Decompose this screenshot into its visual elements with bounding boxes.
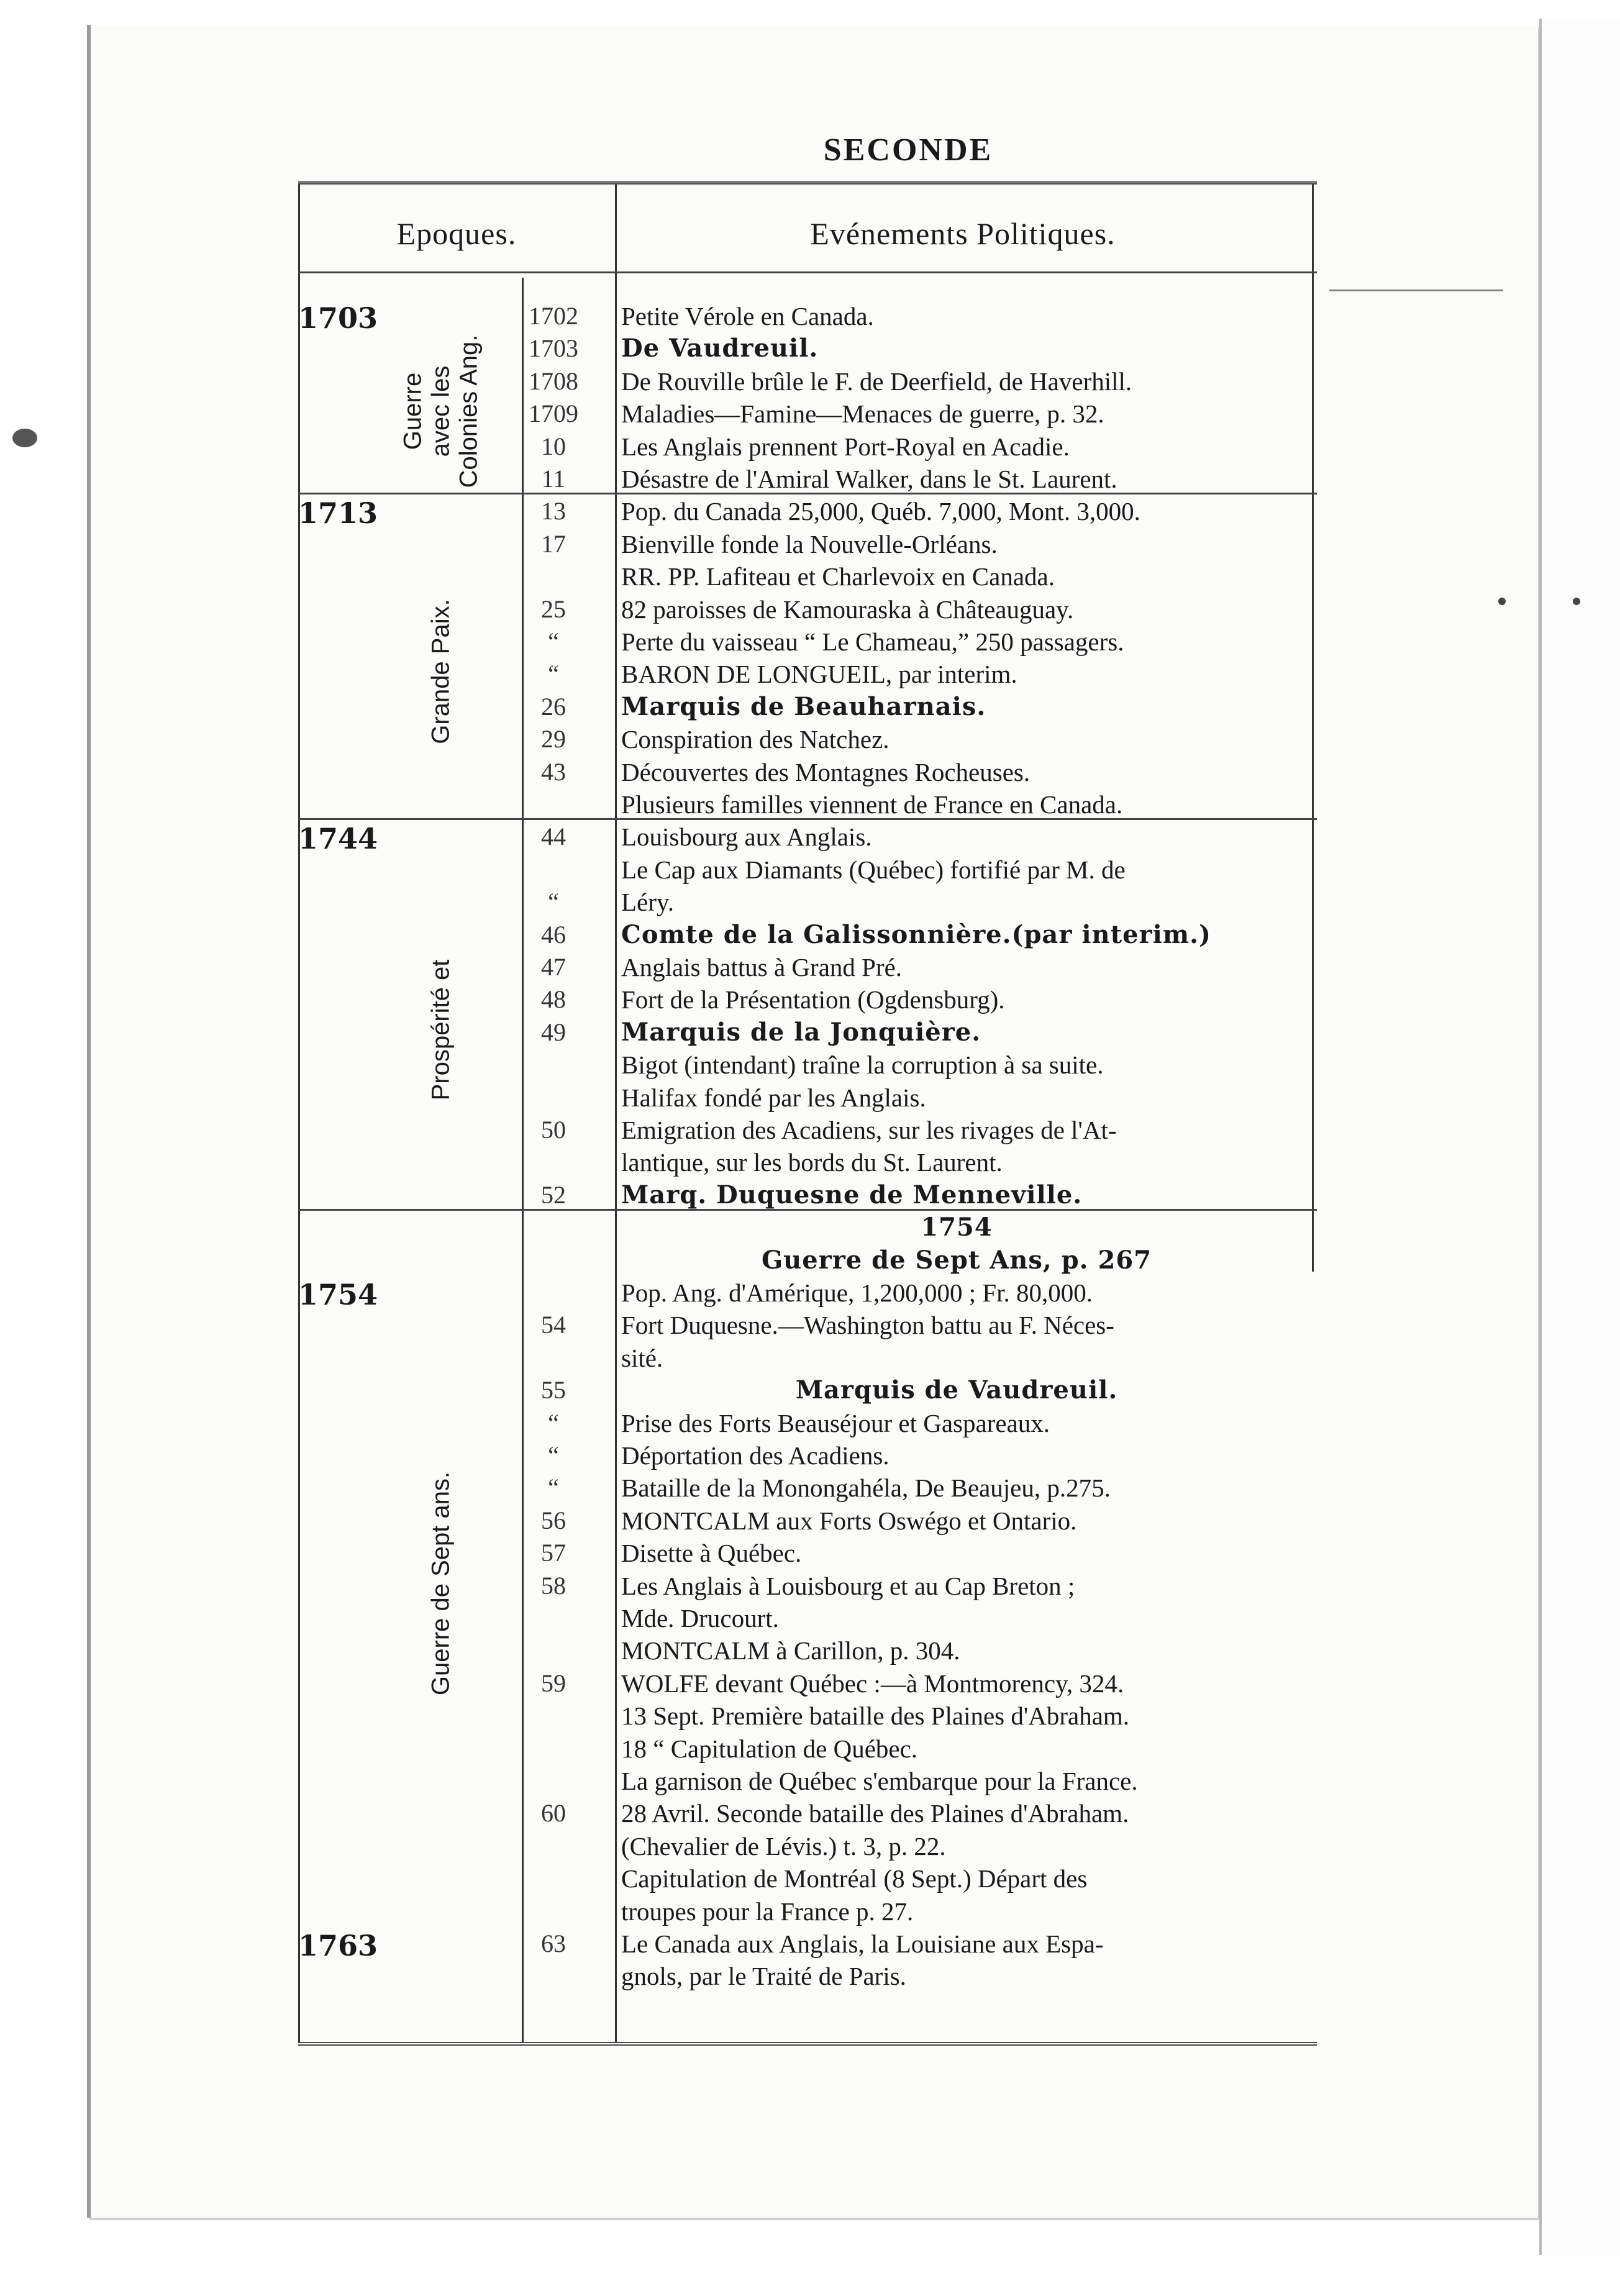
event-text: Comte de la Galissonnière.(par interim.) (621, 919, 1211, 949)
event-text: Maladies—Famine—Menaces de guerre, p. 32. (621, 399, 1104, 429)
year-number: 1702 (529, 302, 578, 330)
event-text: 82 paroisses de Kamouraska à Châteauguay. (621, 594, 1074, 624)
year-number: 44 (541, 822, 566, 851)
event-text: Marquis de Beauharnais. (621, 691, 986, 721)
year-number: 1708 (529, 367, 578, 395)
epoch-period-label (427, 1471, 455, 1695)
event-text: MONTCALM aux Forts Oswégo et Ontario. (621, 1506, 1077, 1535)
year-number: 13 (541, 497, 566, 526)
epoch-year: 1744 (298, 822, 378, 856)
event-text: Pop. du Canada 25,000, Québ. 7,000, Mont. 3,000. (621, 497, 1140, 526)
year-number: 10 (541, 432, 566, 460)
event-text: Déportation des Acadiens. (621, 1441, 890, 1470)
year-number: 49 (541, 1018, 566, 1046)
event-text: (Chevalier de Lévis.) t. 3, p. 22. (621, 1831, 946, 1861)
year-number: 50 (541, 1116, 566, 1144)
event-text: Marq. Duquesne de Menneville. (621, 1180, 1083, 1210)
epoch-period-label (427, 599, 455, 744)
event-text: troupes pour la France p. 27. (621, 1897, 914, 1926)
section-rule (298, 493, 1317, 494)
year-number: “ (548, 660, 559, 688)
event-text: Fort de la Présentation (Ogdensburg). (621, 985, 1005, 1014)
year-number: 57 (541, 1539, 566, 1567)
year-number: 63 (541, 1929, 566, 1957)
table-row (298, 1701, 1317, 1731)
ink-smudge (12, 429, 37, 447)
year-number: 1709 (529, 399, 578, 428)
event-text: RR. PP. Lafiteau et Charlevoix en Canada. (621, 562, 1055, 591)
epoch-year: 1713 (298, 496, 378, 531)
event-text: Emigration des Acadiens, sur les rivages de l'At- (621, 1116, 1117, 1144)
year-number: “ (548, 1474, 559, 1502)
year-number: “ (548, 888, 559, 916)
event-text: Pop. Ang. d'Amérique, 1,200,000 ; Fr. 80,000. (621, 1278, 1093, 1307)
event-text: 28 Avril. Seconde bataille des Plaines d'Abraham. (621, 1799, 1129, 1828)
year-number: “ (548, 1408, 559, 1437)
table-row (298, 1278, 1317, 1308)
table-row (298, 757, 1317, 787)
right-page-dot (1498, 598, 1506, 605)
event-text: Petite Vérole en Canada. (621, 302, 874, 330)
year-number: 26 (541, 692, 566, 721)
header-evenements: Evénements Politiques. (810, 216, 1116, 251)
table-row (298, 1929, 1317, 1959)
period-line: Guerre (399, 372, 427, 450)
event-text: sité. (621, 1343, 663, 1372)
year-number: 11 (541, 465, 566, 493)
table-row (298, 855, 1317, 885)
year-number: 1703 (529, 334, 578, 363)
event-text: Découvertes des Montagnes Rocheuses. (621, 757, 1031, 786)
event-text: Fort Duquesne.—Washington battu au F. Néces- (621, 1311, 1114, 1340)
event-text: 13 Sept. Première bataille des Plaines d'Abraham. (621, 1702, 1130, 1731)
section-rule (298, 818, 1317, 820)
year-number: 58 (541, 1571, 566, 1600)
year-number: 17 (541, 529, 566, 558)
period-line: Colonies Ang. (455, 334, 483, 488)
table-row (298, 1310, 1317, 1340)
header-epoques: Epoques. (396, 216, 517, 251)
event-text: Capitulation de Montréal (8 Sept.) Départ des (621, 1864, 1088, 1893)
adjacent-page-edge (1539, 19, 1620, 2255)
period-line: Prospérité et (427, 959, 455, 1101)
event-text: De Rouville brûle le F. de Deerfield, de Haverhill. (621, 367, 1132, 396)
year-number: 25 (541, 594, 566, 623)
table-row (298, 1864, 1317, 1893)
header-rule (298, 271, 1317, 273)
event-text: Les Anglais à Louisbourg et au Cap Breton ; (621, 1571, 1075, 1600)
table-row (298, 562, 1317, 591)
event-text: Halifax fondé par les Anglais. (621, 1083, 926, 1112)
event-text: MONTCALM à Carillon, p. 304. (621, 1636, 960, 1665)
event-text: Marquis de la Jonquière. (621, 1017, 981, 1047)
event-text: Le Cap aux Diamants (Québec) fortifié par M. de (621, 855, 1126, 884)
table-row (298, 1798, 1317, 1828)
table-row (298, 1441, 1317, 1470)
year-number: 54 (541, 1311, 566, 1339)
table-row (298, 822, 1317, 852)
table-row (298, 1375, 1317, 1405)
year-number: “ (548, 627, 559, 655)
event-text: Plusieurs familles viennent de France en Canada. (621, 790, 1123, 819)
event-text: Louisbourg aux Anglais. (621, 822, 872, 852)
period-line: Guerre de Sept ans. (427, 1471, 455, 1695)
section-rule (298, 1209, 1317, 1211)
event-text: La garnison de Québec s'embarque pour la France. (621, 1767, 1138, 1795)
table-row (298, 1115, 1317, 1145)
epoch-year: 1754 (298, 1278, 378, 1311)
year-number: “ (548, 1441, 559, 1469)
period-line: avec les (427, 365, 455, 457)
event-text: 18 “ Capitulation de Québec. (621, 1734, 918, 1763)
epoch-year: 1703 (298, 301, 378, 335)
event-text: De Vaudreuil. (621, 334, 819, 363)
epoch-period-label (427, 959, 455, 1100)
year-number: 48 (541, 985, 566, 1014)
epoch-period-label (399, 335, 483, 488)
event-text: gnols, par le Traité de Paris. (621, 1962, 906, 1991)
table-row (298, 1734, 1317, 1764)
event-text: Désastre de l'Amiral Walker, dans le St. Laurent. (621, 465, 1117, 493)
event-text: Mde. Drucourt. (621, 1604, 779, 1633)
table-row (298, 887, 1317, 917)
table-row (298, 790, 1317, 819)
event-text: lantique, sur les bords du St. Laurent. (621, 1148, 1003, 1177)
event-text: Perte du vaisseau “ Le Chameau,” 250 passagers. (621, 627, 1124, 656)
right-page-dot (1573, 598, 1580, 605)
page-heading: SECONDE (823, 132, 993, 168)
table-row (298, 1408, 1317, 1438)
event-text: Conspiration des Natchez. (621, 725, 890, 754)
table-row (298, 1766, 1317, 1796)
event-text: WOLFE devant Québec :—à Montmorency, 324. (621, 1669, 1124, 1698)
table-row (298, 1147, 1317, 1177)
table-row (298, 301, 1317, 331)
year-number: 56 (541, 1506, 566, 1534)
event-text: Le Canada aux Anglais, la Louisiane aux Espa- (621, 1929, 1104, 1958)
table-row (298, 1897, 1317, 1926)
year-number: 52 (541, 1180, 566, 1209)
table-row (298, 1961, 1317, 1991)
epoch-year: 1763 (298, 1929, 378, 1962)
event-text: BARON DE LONGUEIL, par interim. (621, 660, 1017, 689)
table-row (298, 1343, 1317, 1373)
year-number: 60 (541, 1799, 566, 1828)
event-text: Anglais battus à Grand Pré. (621, 953, 903, 982)
event-text: Prise des Forts Beauséjour et Gaspareaux. (621, 1408, 1050, 1437)
event-text: 1754 (921, 1213, 993, 1242)
table-row (298, 1180, 1317, 1210)
table-row (298, 1213, 1317, 1242)
period-line: Grande Paix. (427, 599, 455, 745)
event-text: Bienville fonde la Nouvelle-Orléans. (621, 529, 998, 558)
event-text: Bataille de la Monongahéla, De Beaujeu, p.275. (621, 1474, 1111, 1503)
year-number: 29 (541, 725, 566, 754)
chronology-table (298, 181, 1317, 2046)
table-row (298, 1831, 1317, 1861)
table-row (298, 496, 1317, 526)
event-text: Bigot (intendant) traîne la corruption à sa suite. (621, 1050, 1104, 1080)
table-row (298, 920, 1317, 950)
event-text: Les Anglais prennent Port-Royal en Acadie. (621, 432, 1070, 461)
table-row (298, 1246, 1317, 1275)
event-text: Léry. (621, 888, 674, 917)
event-text: Disette à Québec. (621, 1539, 802, 1568)
event-text: Guerre de Sept Ans, p. 267 (761, 1245, 1152, 1275)
year-number: 47 (541, 953, 566, 981)
year-number: 59 (541, 1669, 566, 1697)
table-row (298, 529, 1317, 559)
event-text: Marquis de Vaudreuil. (795, 1375, 1118, 1405)
year-number: 46 (541, 920, 566, 949)
year-number: 43 (541, 757, 566, 786)
right-page-rule (1329, 289, 1503, 291)
year-number: 55 (541, 1376, 566, 1405)
